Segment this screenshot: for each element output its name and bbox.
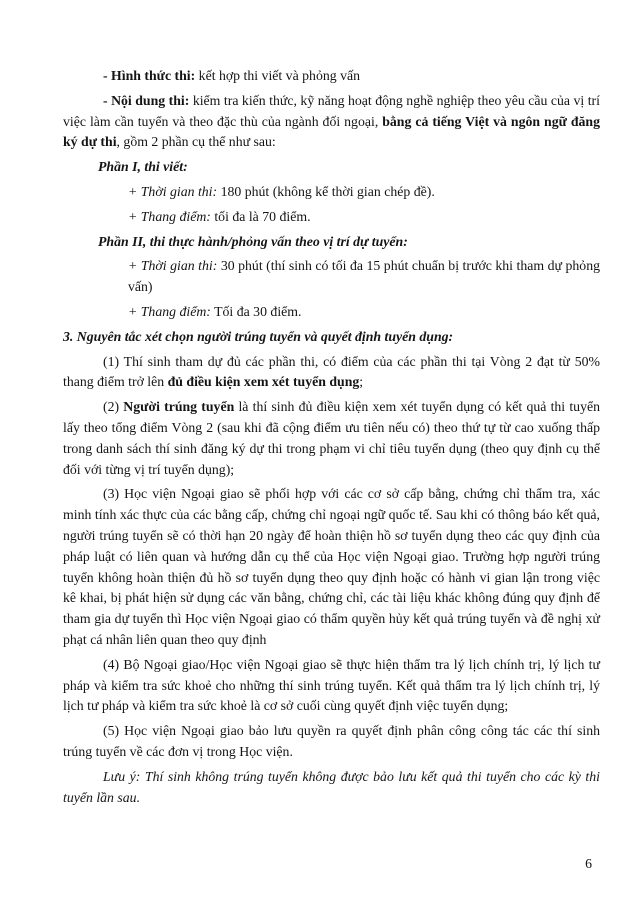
text-run: (3) Học viện Ngoại giao sẽ phối hợp với các cơ sở cấp bằng, chứng chỉ thẩm tra, xác minh tính xác thực của các bằng cấp, chứng chỉ ngoại ngữ quốc tế. Sau khi có thông báo kết quả, người trúng tuyển sẽ có thời hạn 20 ngày để hoàn thiện hồ sơ tuyển dụng theo các quy định của pháp luật có liên quan và hướng dẫn cụ thể của Học viện Ngoại giao. Trường hợp người trúng tuyển không hoàn thiện đủ hồ sơ tuyển dụng theo quy định hoặc có hành vi gian lận trong việc kê khai, bị phát hiện sử dụng các văn bằng, chứng chỉ, các tài liệu khác không đúng quy định để tham gia dự tuyển thì Học viện Ngoại giao có thẩm quyền hủy kết quả trúng tuyển và đề nghị xử phạt cá nhân liên quan theo quy định (63, 486, 600, 647)
text-run: kiểm tra kiến thức, kỹ năng hoạt động nghề nghiệp theo yêu cầu của vị trí việc làm cần tuyển và theo đặc thù của ngành đối ngoại, (63, 92, 600, 129)
paragraph-5 (128, 207, 600, 228)
text-run: , gồm 2 phần cụ thể như sau: (116, 134, 276, 150)
text-run: ; (359, 374, 364, 390)
text-run: (1) Thí sinh tham dự đủ các phần thi, có điểm của các phần thi tại Vòng 2 đạt từ 50% thang điểm trở lên (63, 353, 600, 390)
text-run: (2) (103, 399, 124, 415)
paragraph-12 (63, 484, 600, 650)
text-run: kết hợp thi viết và phỏng vấn (195, 68, 361, 83)
text-run: + Thang điểm: (128, 303, 211, 319)
paragraph-13 (63, 655, 600, 717)
text-run: bằng cả tiếng Việt và ngôn ngữ đăng ký dự thi (63, 113, 600, 150)
text-run: - Hình thức thi: (103, 68, 196, 83)
paragraph-2 (63, 91, 600, 153)
text-run: Thí sinh không trúng tuyển không được bảo lưu kết quả thi tuyển cho các kỳ thi tuyển lần sau. (63, 768, 601, 805)
text-run: Phần II, thi thực hành/phỏng vấn theo vị trí dự tuyển: (98, 233, 408, 249)
paragraph-7 (128, 256, 600, 298)
text-run: + Thời gian thi: (128, 258, 218, 274)
text-run: 3. Nguyên tắc xét chọn người trúng tuyển và quyết định tuyển dụng: (63, 328, 454, 344)
text-run: Phần I, thi viết: (98, 159, 188, 175)
text-run: Người trúng tuyển (123, 399, 235, 415)
paragraph-8 (128, 302, 600, 323)
text-run: Tối đa 30 điểm. (210, 303, 302, 319)
paragraph-11 (63, 397, 600, 480)
text-run: + Thời gian thi: (128, 183, 218, 199)
text-run: (4) Bộ Ngoại giao/Học viện Ngoại giao sẽ thực hiện thẩm tra lý lịch chính trị, lý lịch tư pháp và kiểm tra sức khoẻ cho những thí sinh trúng tuyển. Kết quả thẩm tra lý lịch chính trị, lý lịch tư pháp và kiểm tra sức khoẻ là cơ sở cuối cùng quyết định việc tuyển dụng; (63, 656, 600, 714)
text-run: 180 phút (không kể thời gian chép đề). (217, 183, 435, 199)
paragraph-9 (63, 327, 600, 348)
page-number: 6 (585, 856, 592, 871)
paragraph-6 (98, 232, 600, 253)
text-run: + Thang điểm: (128, 208, 211, 224)
paragraph-4 (128, 182, 600, 203)
text-run: đủ điều kiện xem xét tuyển dụng (167, 374, 360, 390)
text-run: (5) Học viện Ngoại giao bảo lưu quyền ra quyết định phân công công tác các thí sinh trúng tuyển về các đơn vị trong Học viện. (63, 723, 600, 759)
paragraph-10 (63, 352, 600, 394)
paragraph-1 (63, 66, 600, 87)
paragraph-14 (63, 721, 600, 763)
paragraph-3 (98, 157, 600, 178)
document-body (63, 66, 600, 808)
text-run: tối đa là 70 điểm. (210, 208, 311, 224)
paragraph-15 (63, 767, 600, 809)
text-run: - Nội dung thi: (103, 92, 190, 108)
text-run: là thí sinh đủ điều kiện xem xét tuyển dụng có kết quả thi tuyển lấy theo tổng điểm Vòng 2 (sau khi đã cộng điểm ưu tiên nếu có) theo thứ tự từ cao xuống thấp trong danh sách thí sinh đăng ký dự thi trong phạm vi chỉ tiêu tuyển dụng (theo quy định cụ thể đối với từng vị trí tuyển dụng); (63, 399, 600, 477)
text-run: 30 phút (thí sinh có tối đa 15 phút chuẩn bị trước khi tham dự phỏng vấn) (128, 258, 600, 295)
text-run: Lưu ý: (103, 768, 141, 784)
